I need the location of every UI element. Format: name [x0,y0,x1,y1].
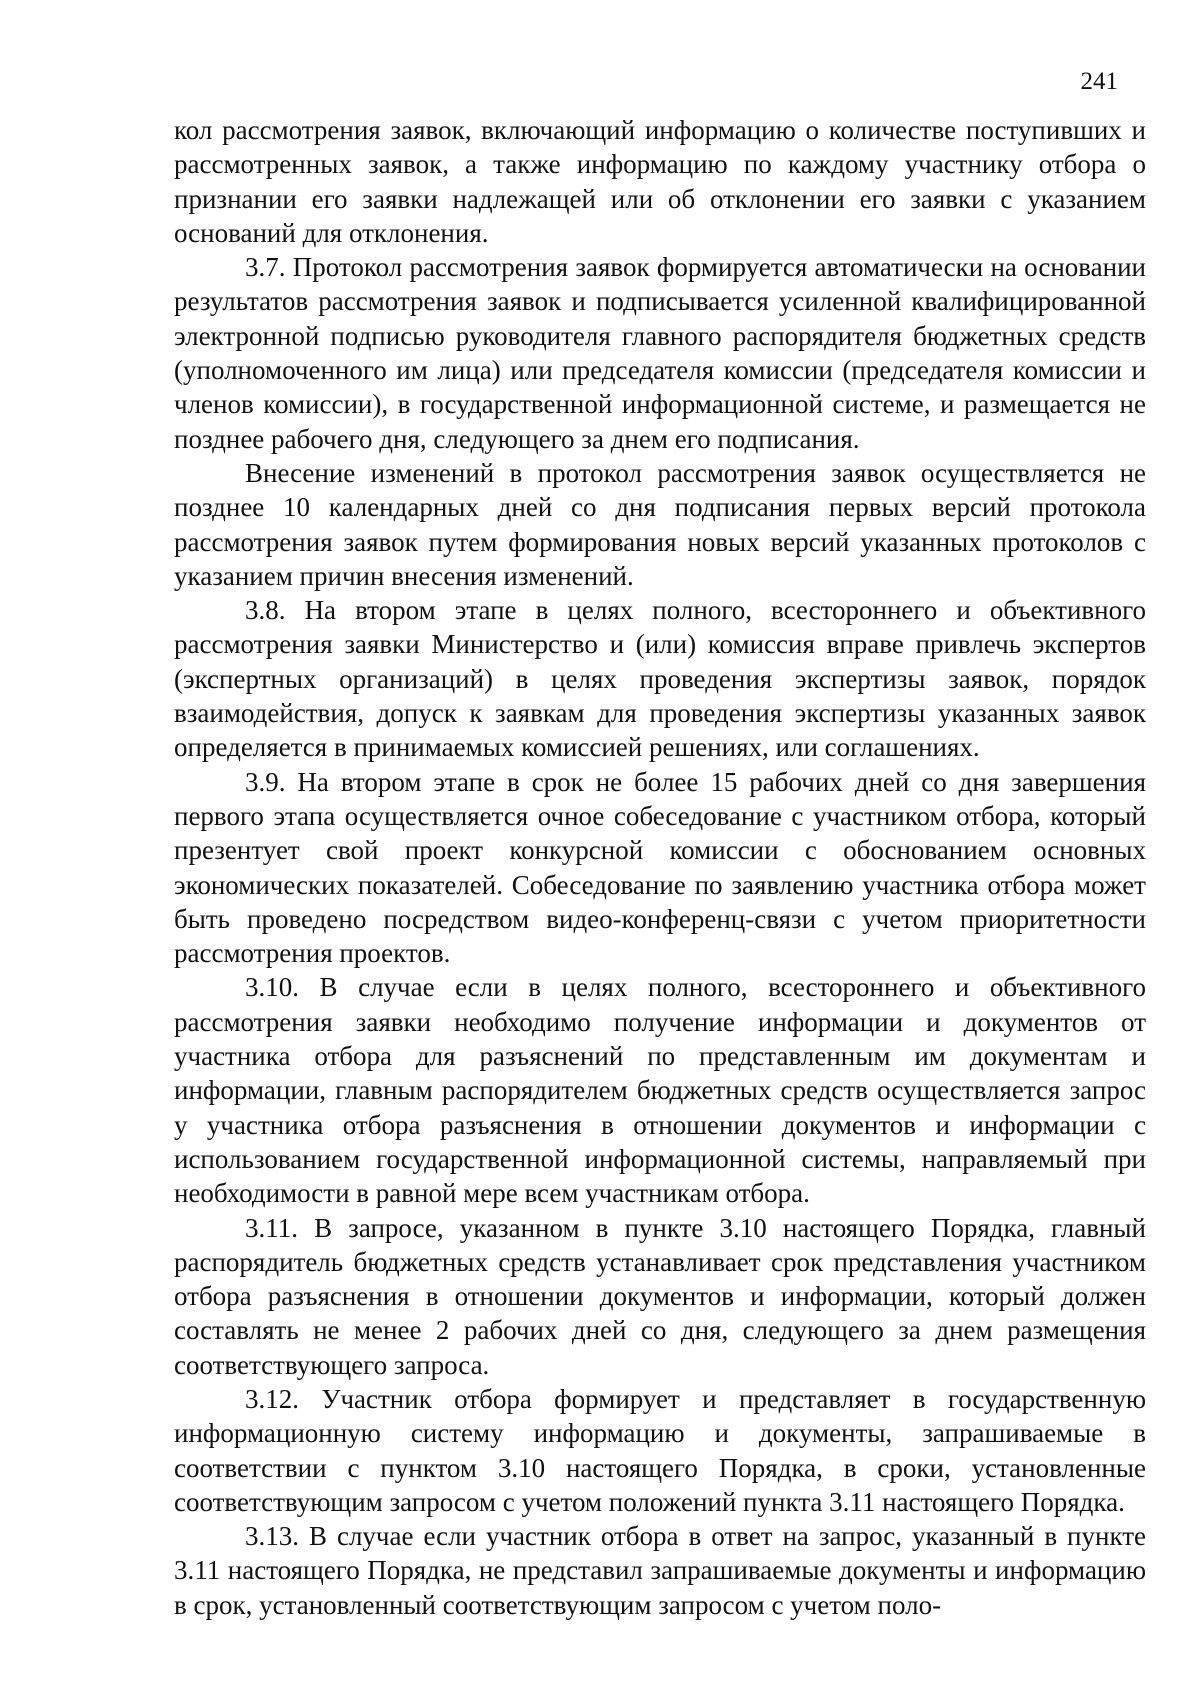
page-number: 241 [1080,68,1118,95]
paragraph-continuation: кол рассмотрения заявок, включающий информацию о количестве поступивших и рассмотренных заявок, а также информацию по каждому участнику отбора о признании его заявки надлежащей или об отклонении его заявки с указанием оснований для отклонения. [174,115,1146,248]
paragraph-3-9: 3.9. На втором этапе в срок не более 15 рабочих дней со дня завершения первого этапа осуществляется очное собеседование с участником отбора, который презентует свой проект конкурсной комиссии с обоснованием основных экономических показателей. Собеседование по заявлению участника отбора может быть проведено посредством видео-конференц-связи с учетом приоритетности рассмотрения проектов. [174,766,1146,969]
paragraph-3-10: 3.10. В случае если в целях полного, всестороннего и объективного рассмотрения заявки необходимо получение информации и документов от участника отбора для разъяснений по представленным им документам и информации, главным распорядителем бюджетных средств осуществляется запрос у участника отбора разъяснения в отношении документов и информации с использованием государственной информационной системы, направляемый при необходимости в равной мере всем участникам отбора. [174,972,1146,1209]
paragraph-3-7: 3.7. Протокол рассмотрения заявок формируется автоматически на основании результатов рассмотрения заявок и подписывается усиленной квалифицированной электронной подписью руководителя главного распорядителя бюджетных средств (уполномоченного им лица) или председателя комиссии (председателя комиссии и членов комиссии), в государственной информационной системе, и размещается не позднее рабочего дня, следующего за днем его подписания. [174,252,1146,454]
paragraph-3-12: 3.12. Участник отбора формирует и представляет в государственную информационную систему информацию и документы, запрашиваемые в соответствии с пунктом 3.10 настоящего Порядка, в сроки, установленные соответствующим запросом с учетом положений пункта 3.11 настоящего Порядка. [174,1383,1146,1517]
paragraph-3-7-amendments: Внесение изменений в протокол рассмотрения заявок осуществляется не позднее 10 календарных дней со дня подписания первых версий протокола рассмотрения заявок путем формирования новых версий указанных протоколов с указанием причин внесения изменений. [174,457,1146,591]
paragraph-3-11: 3.11. В запросе, указанном в пункте 3.10 настоящего Порядка, главный распорядитель бюджетных средств устанавливает срок представления участником отбора разъяснения в отношении документов и информации, который должен составлять не менее 2 рабочих дней со дня, следующего за днем размещения соответствующего запроса. [174,1212,1146,1380]
paragraph-3-13: 3.13. В случае если участник отбора в ответ на запрос, указанный в пункте 3.11 настоящего Порядка, не представил запрашиваемые документы и информацию в срок, установленный соответствующим запросом с учетом поло- [174,1521,1146,1620]
document-body [174,113,1146,1622]
paragraph-3-8: 3.8. На втором этапе в целях полного, всестороннего и объективного рассмотрения заявки Министерство и (или) комиссия вправе привлечь экспертов (экспертных организаций) в целях проведения экспертизы заявок, порядок взаимодействия, допуск к заявкам для проведения экспертизы указанных заявок определяется в принимаемых комиссией решениях, или соглашениях. [174,595,1146,763]
